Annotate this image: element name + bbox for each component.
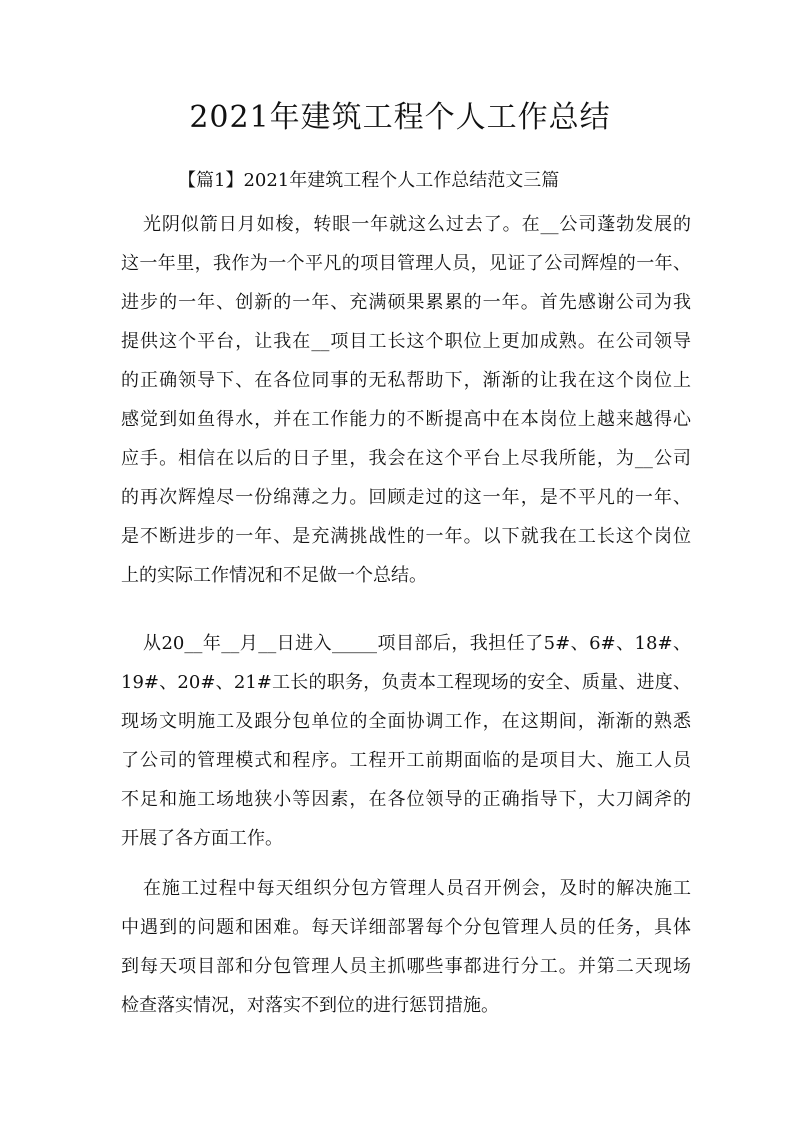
- paragraph-line: 上的实际工作情况和不足做一个总结。: [121, 565, 427, 586]
- paragraph-line: 检查落实情况，对落实不到位的进行惩罚措施。: [121, 995, 499, 1016]
- paragraph-line: 进步的一年、创新的一年、充满硕果累累的一年。首先感谢公司为我: [121, 292, 691, 313]
- paragraph-line: 开展了各方面工作。: [121, 828, 283, 849]
- paragraph-line: 不足和施工场地狭小等因素，在各位领导的正确指导下，大刀阔斧的: [121, 789, 691, 810]
- paragraph-line: 了公司的管理模式和程序。工程开工前期面临的是项目大、施工人员: [121, 750, 691, 771]
- paragraph-line: 在施工过程中每天组织分包方管理人员召开例会，及时的解决施工: [143, 878, 691, 899]
- paragraph-line: 感觉到如鱼得水，并在工作能力的不断提高中在本岗位上越来越得心: [121, 409, 691, 430]
- document-title: 2021年建筑工程个人工作总结: [189, 100, 611, 135]
- paragraph-line: 应手。相信在以后的日子里，我会在这个平台上尽我所能，为__公司: [121, 448, 691, 469]
- paragraph-line: 19#、20#、21#工长的职务，负责本工程现场的安全、质量、进度、: [121, 672, 691, 693]
- paragraph-line: 光阴似箭日月如梭，转眼一年就这么过去了。在__公司蓬勃发展的: [143, 214, 691, 235]
- paragraph-line: 是不断进步的一年、是充满挑战性的一年。以下就我在工长这个岗位: [121, 526, 691, 547]
- paragraph-3: [121, 869, 691, 1025]
- paragraph-line: 的正确领导下、在各位同事的无私帮助下，渐渐的让我在这个岗位上: [121, 370, 691, 391]
- paragraph-line: 这一年里，我作为一个平凡的项目管理人员，见证了公司辉煌的一年、: [121, 253, 691, 274]
- paragraph-line: 现场文明施工及跟分包单位的全面协调工作，在这期间，渐渐的熟悉: [121, 711, 691, 732]
- paragraph-line: 的再次辉煌尽一份绵薄之力。回顾走过的这一年，是不平凡的一年、: [121, 487, 691, 508]
- paragraph-line: 中遇到的问题和困难。每天详细部署每个分包管理人员的任务，具体: [121, 917, 691, 938]
- paragraph-line: 到每天项目部和分包管理人员主抓哪些事都进行分工。并第二天现场: [121, 956, 691, 977]
- paragraph-2: [121, 624, 691, 858]
- paragraph-line: 提供这个平台，让我在__项目工长这个职位上更加成熟。在公司领导: [121, 331, 691, 352]
- document-subtitle: 【篇1】2021年建筑工程个人工作总结范文三篇: [178, 170, 560, 191]
- paragraph-1: [121, 205, 691, 595]
- paragraph-line: 从20__年__月__日进入_____项目部后，我担任了5#、6#、18#、: [143, 633, 691, 654]
